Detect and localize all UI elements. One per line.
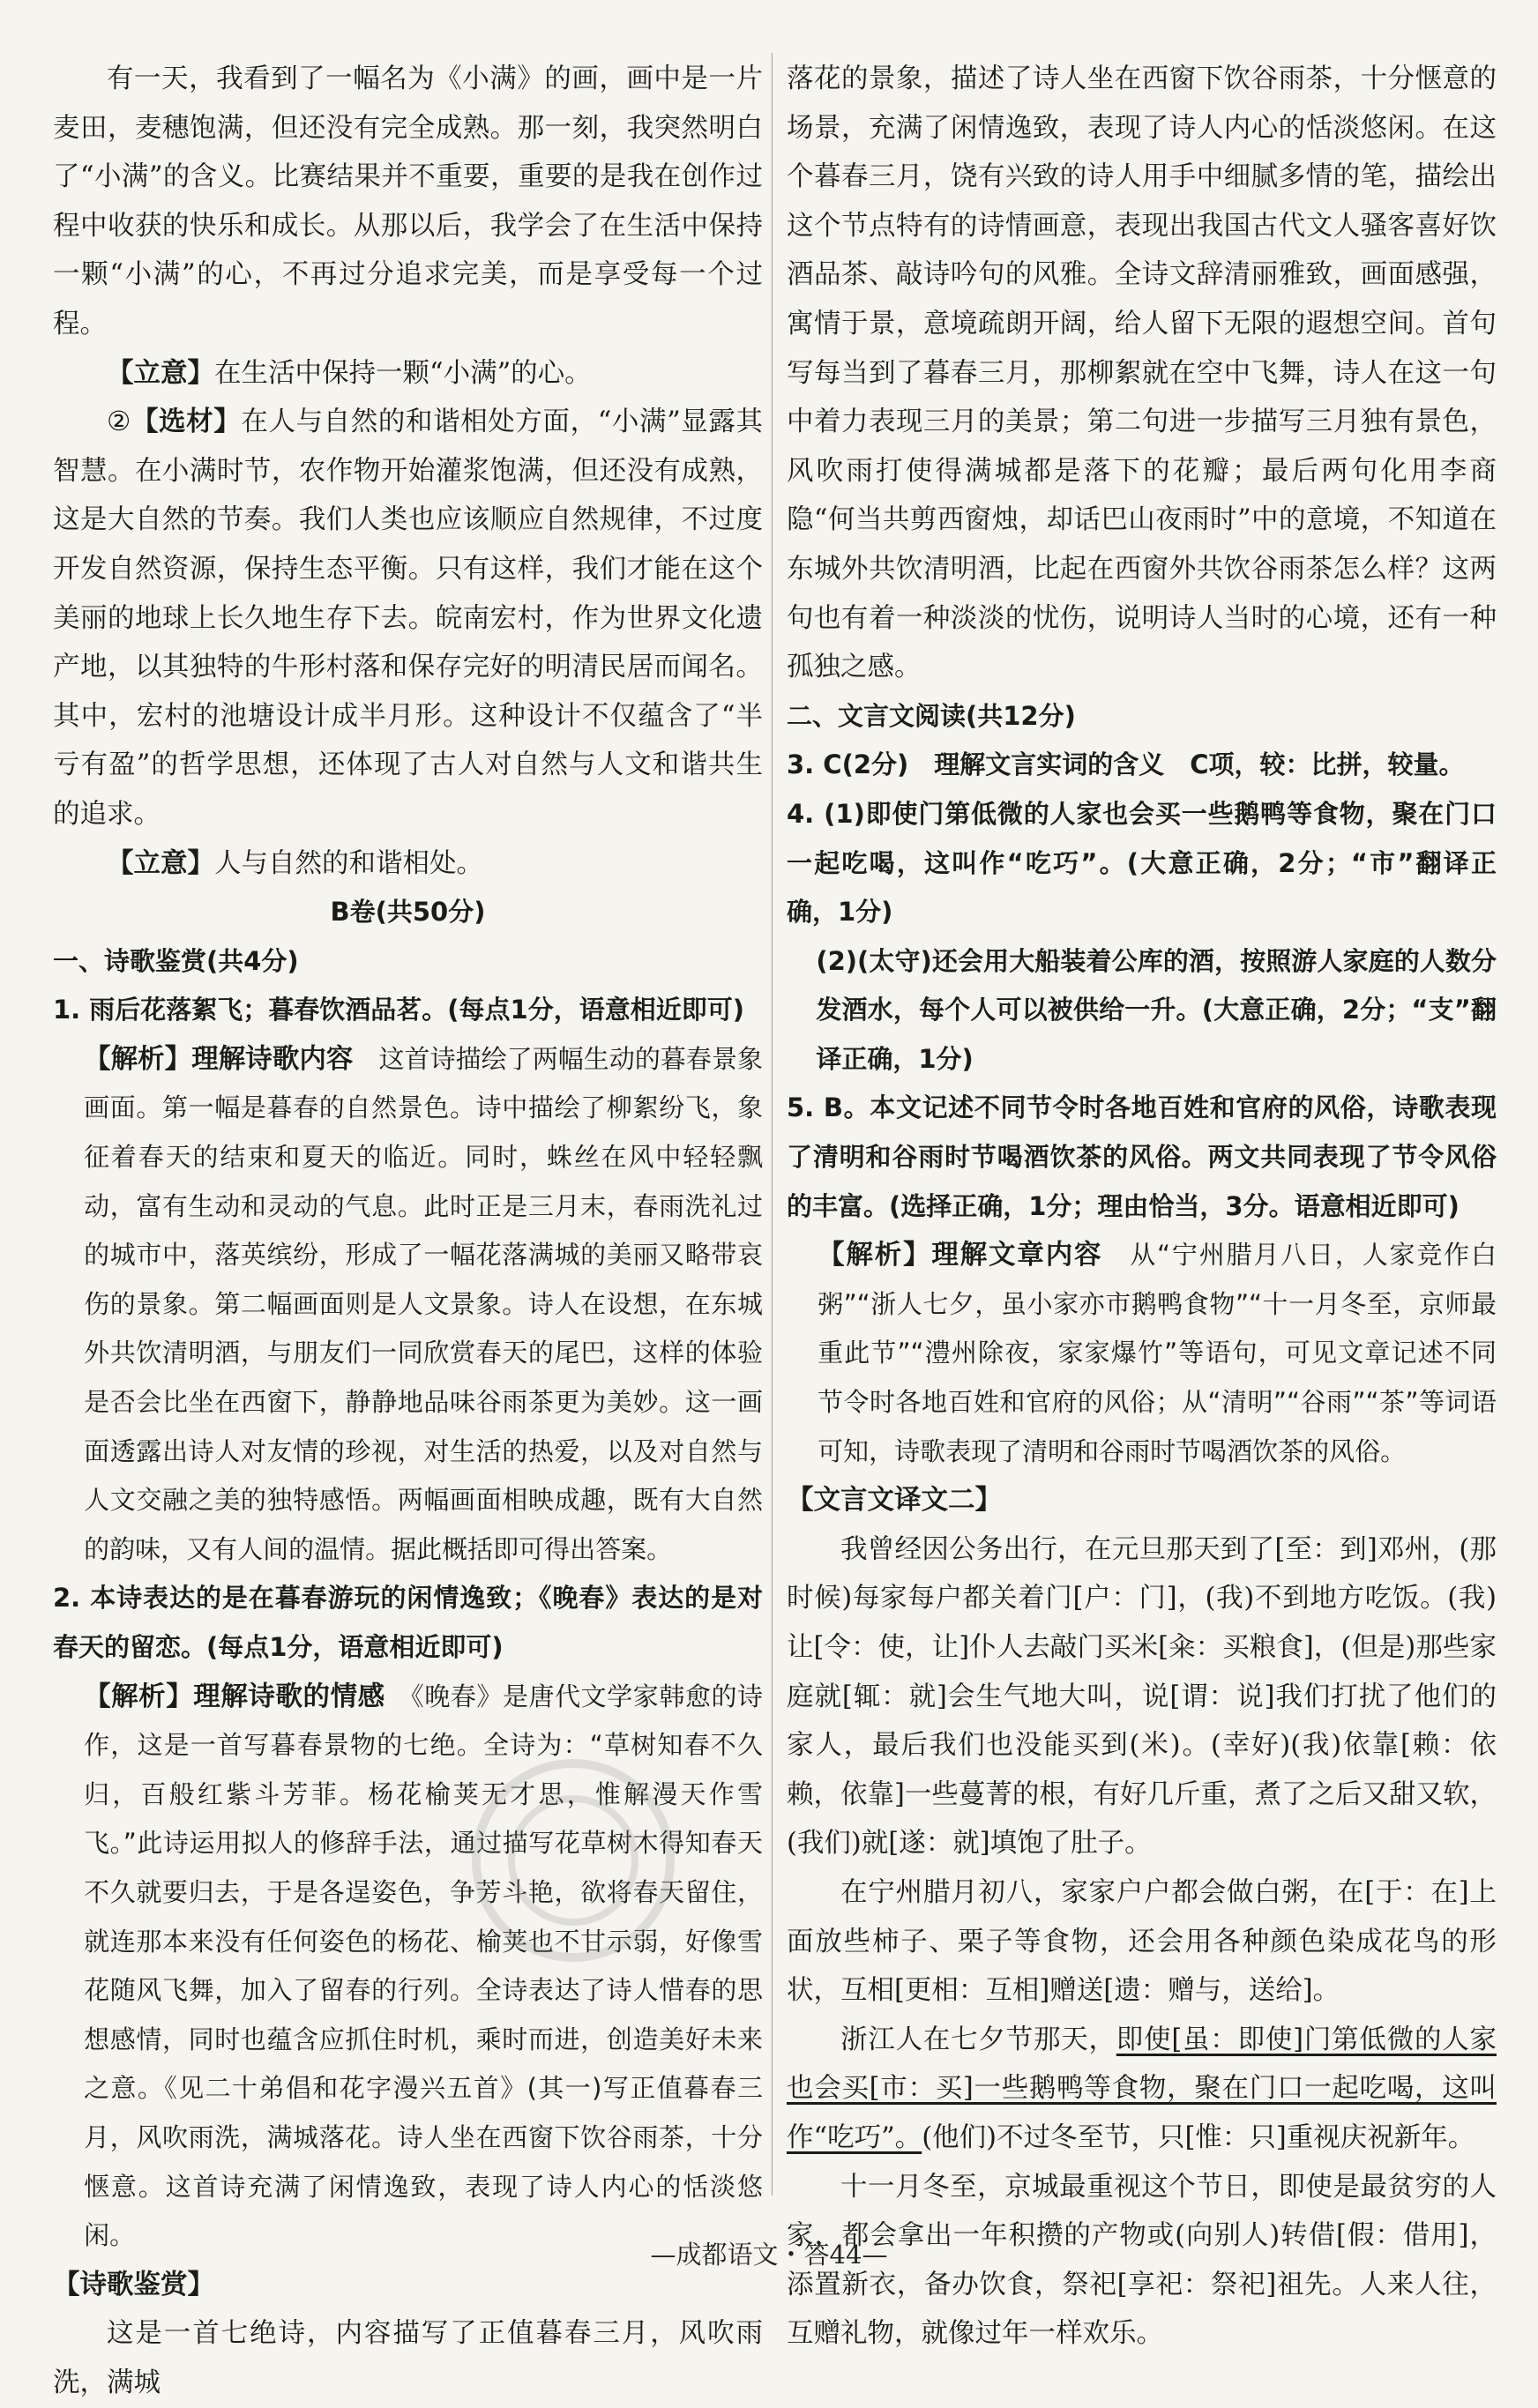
section-1-heading: 一、诗歌鉴赏(共4分) xyxy=(53,945,299,976)
translation-heading: 【文言文译文二】 xyxy=(787,1485,1002,1517)
theme-text: 人与自然的和谐相处。 xyxy=(214,847,483,879)
left-column xyxy=(53,55,763,2408)
answer-2: 2. 本诗表达的是在暮春游玩的闲情逸致；《晚春》表达的是对春天的留恋。(每点1分，语意相近即可) xyxy=(53,1583,763,1662)
item-number: ② xyxy=(107,406,131,438)
column-divider xyxy=(772,53,773,2196)
analysis-text: 这首诗描绘了两幅生动的暮春景象画面。第一幅是暮春的自然景色。诗中描绘了柳絮纷飞，象征着春天的结束和夏天的临近。同时，蛛丝在风中轻轻飘动，富有生动和灵动的气息。此时正是三月末，春雨洗礼过的城市中，落英缤纷，形成了一幅花落满城的美丽又略带哀伤的景象。第二幅画面则是人文景象。诗人在设想，在东城外共饮清明酒，与朋友们一同欣赏春天的尾巴，这样的体验是否会比坐在西窗下，静静地品味谷雨茶更为美妙。这一画面透露出诗人对友情的珍视，对生活的热爱，以及对自然与人文交融之美的独特感悟。两幅画面相映成趣，既有大自然的韵味，又有人间的温情。据此概括即可得出答案。 xyxy=(84,1043,764,1564)
material-text: 在人与自然的和谐相处方面，“小满”显露其智慧。在小满时节，农作物开始灌浆饱满，但还没有成熟，这是大自然的节奏。我们人类也应该顺应自然规律，不过度开发自然资源，保持生态平衡。只有这样，我们才能在这个美丽的地球上长久地生存下去。皖南宏村，作为世界文化遗产地，以其独特的牛形村落和保存完好的明清民居而闻名。其中，宏村的池塘设计成半月形。这种设计不仅蕴含了“半亏有盈”的哲学思想，还体现了古人对自然与人文和谐共生的追求。 xyxy=(53,406,764,830)
analysis-text: 从“宁州腊月八日，人家竞作白粥”“浙人七夕，虽小家亦市鹅鸭食物”“十一月冬至，京师最重此节”“澧州除夜，家家爆竹”等语句，可见文章记述不同节令时各地百姓和官府的风俗；从“清明”“谷雨”“茶”等词语可知，诗歌表现了清明和谷雨时节喝酒饮茶的风俗。 xyxy=(818,1240,1497,1466)
answer-1: 1. 雨后花落絮飞；暮春饮酒品茗。(每点1分，语意相近即可) xyxy=(53,995,744,1025)
poem-appreciation-continued: 落花的景象，描述了诗人坐在西窗下饮谷雨茶，十分惬意的场景，充满了闲情逸致，表现了诗人内心的恬淡悠闲。在这个暮春三月，饶有兴致的诗人用手中细腻多情的笔，描绘出这个节点特有的诗情画意，表现出我国古代文人骚客喜好饮酒品茶、敲诗吟句的风雅。全诗文辞清丽雅致，画面感强，寓情于景，意境疏朗开阔，给人留下无限的遐想空间。首句写每当到了暮春三月，那柳絮就在空中飞舞，诗人在这一句中着力表现三月的美景；第二句进一步描写三月独有景色，风吹雨打使得满城都是落下的花瓣；最后两句化用李商隐“何当共剪西窗烛，却话巴山夜雨时”中的意境，不知道在东城外共饮清明酒，比起在西窗外共饮谷雨茶怎么样？这两句也有着一种淡淡的忧伤，说明诗人当时的心境，还有一种孤独之感。 xyxy=(787,63,1497,683)
translation-paragraph-3 xyxy=(787,2016,1497,2163)
answer-5: 5. B。本文记述不同节令时各地百姓和官府的风俗，诗歌表现了清明和谷雨时节喝酒饮茶的风俗。两文共同表现了节令风俗的丰富。(选择正确，1分；理由恰当，3分。语意相近即可) xyxy=(787,1092,1497,1221)
translation-paragraph-4: 十一月冬至，京城最重视这个节日，即使是最贫穷的人家，都会拿出一年积攒的产物或(向别人)转借[假：借用]，添置新衣，备办饮食，祭祀[享祀：祭祀]祖先。人来人往，互赠礼物，就像过年一样欢乐。 xyxy=(787,2171,1497,2350)
poem-appreciation-text: 这是一首七绝诗，内容描写了正值暮春三月，风吹雨洗，满城 xyxy=(53,2318,763,2398)
theme-line-2 xyxy=(53,839,763,889)
page-footer: —成都语文・答44— xyxy=(650,2240,888,2270)
material-tag: 【选材】 xyxy=(131,406,242,438)
essay-paragraph: 有一天，我看到了一幅名为《小满》的画，画中是一片麦田，麦穗饱满，但还没有完全成熟。那一刻，我突然明白了“小满”的含义。比赛结果并不重要，重要的是我在创作过程中收获的快乐和成长。从那以后，我学会了在生活中保持一颗“小满”的心，不再过分追求完美，而是享受每一个过程。 xyxy=(53,63,763,339)
material-paragraph xyxy=(53,398,763,839)
analysis-tag: 【解析】 xyxy=(84,1681,194,1712)
analysis-lead: 理解诗歌内容 xyxy=(191,1043,354,1075)
analysis-2 xyxy=(53,1673,763,2261)
translation-underlined: 即使[虽：即使]门第低微的人家也会买[市：买]一些鹅鸭等食物，聚在门口一起吃喝，这叫作“吃巧”。 xyxy=(787,2024,1497,2153)
analysis-tag: 【解析】 xyxy=(818,1240,932,1271)
translation-paragraph-1: 我曾经因公务出行，在元旦那天到了[至：到]邓州，(那时候)每家每户都关着门[户：门]，(我)不到地方吃饭。(我)让[令：使，让]仆人去敲门买米[籴：买粮食]，(但是)那些家庭就[辄：就]会生气地大叫，说[谓：说]我们打扰了他们的家人，最后我们也没能买到(米)。(幸好)(我)依靠[赖：依赖，依靠]一些蔓菁的根，有好几斤重，煮了之后又甜又软，(我们)就[遂：就]填饱了肚子。 xyxy=(787,1533,1497,1860)
theme-line-1 xyxy=(53,349,763,399)
analysis-5 xyxy=(787,1231,1497,1476)
analysis-1 xyxy=(53,1035,763,1575)
section-2-heading: 二、文言文阅读(共12分) xyxy=(787,700,1076,731)
answer-4-part-1: 4. (1)即使门第低微的人家也会买一些鹅鸭等食物，聚在门口一起吃喝，这叫作“吃巧”。(大意正确，2分；“市”翻译正确，1分) xyxy=(787,798,1497,928)
right-column xyxy=(787,55,1497,2359)
theme-text: 在生活中保持一颗“小满”的心。 xyxy=(214,357,592,389)
theme-tag: 【立意】 xyxy=(107,357,214,389)
analysis-lead: 理解文章内容 xyxy=(931,1240,1103,1271)
section-b-title: B卷(共50分) xyxy=(330,897,486,928)
analysis-lead: 理解诗歌的情感 xyxy=(193,1681,385,1712)
answer-4-part-2: (2)(太守)还会用大船装着公库的酒，按照游人家庭的人数分发酒水，每个人可以被供给一升。(大意正确，2分；“支”翻译正确，1分) xyxy=(816,945,1497,1074)
theme-tag: 【立意】 xyxy=(107,847,214,879)
analysis-tag: 【解析】 xyxy=(84,1043,192,1075)
translation-text: 浙江人在七夕节那天， xyxy=(840,2024,1116,2055)
answer-3: 3. C(2分) 理解文言实词的含义 C项，较：比拼，较量。 xyxy=(787,749,1465,780)
translation-text: (他们)不过冬至节，只[惟：只]重视庆祝新年。 xyxy=(922,2121,1475,2153)
translation-paragraph-2: 在宁州腊月初八，家家户户都会做白粥，在[于：在]上面放些柿子、栗子等食物，还会用各种颜色染成花鸟的形状，互相[更相：互相]赠送[遗：赠与，送给]。 xyxy=(787,1876,1497,2007)
poem-appreciation-tag: 【诗歌鉴赏】 xyxy=(53,2269,214,2300)
analysis-text: 《晚春》是唐代文学家韩愈的诗作，这是一首写暮春景物的七绝。全诗为：“草树知春不久归，百般红紫斗芳菲。杨花榆荚无才思，惟解漫天作雪飞。”此诗运用拟人的修辞手法，通过描写花草树木得知春天不久就要归去，于是各逞姿色，争芳斗艳，欲将春天留住，就连那本来没有任何姿色的杨花、榆荚也不甘示弱，好像雪花随风飞舞，加入了留春的行列。全诗表达了诗人惜春的思想感情，同时也蕴含应抓住时机，乘时而进，创造美好未来之意。《见二十弟倡和花字漫兴五首》(其一)写正值暮春三月，风吹雨洗，满城落花。诗人坐在西窗下饮谷雨茶，十分惬意。这首诗充满了闲情逸致，表现了诗人内心的恬淡悠闲。 xyxy=(84,1681,764,2251)
